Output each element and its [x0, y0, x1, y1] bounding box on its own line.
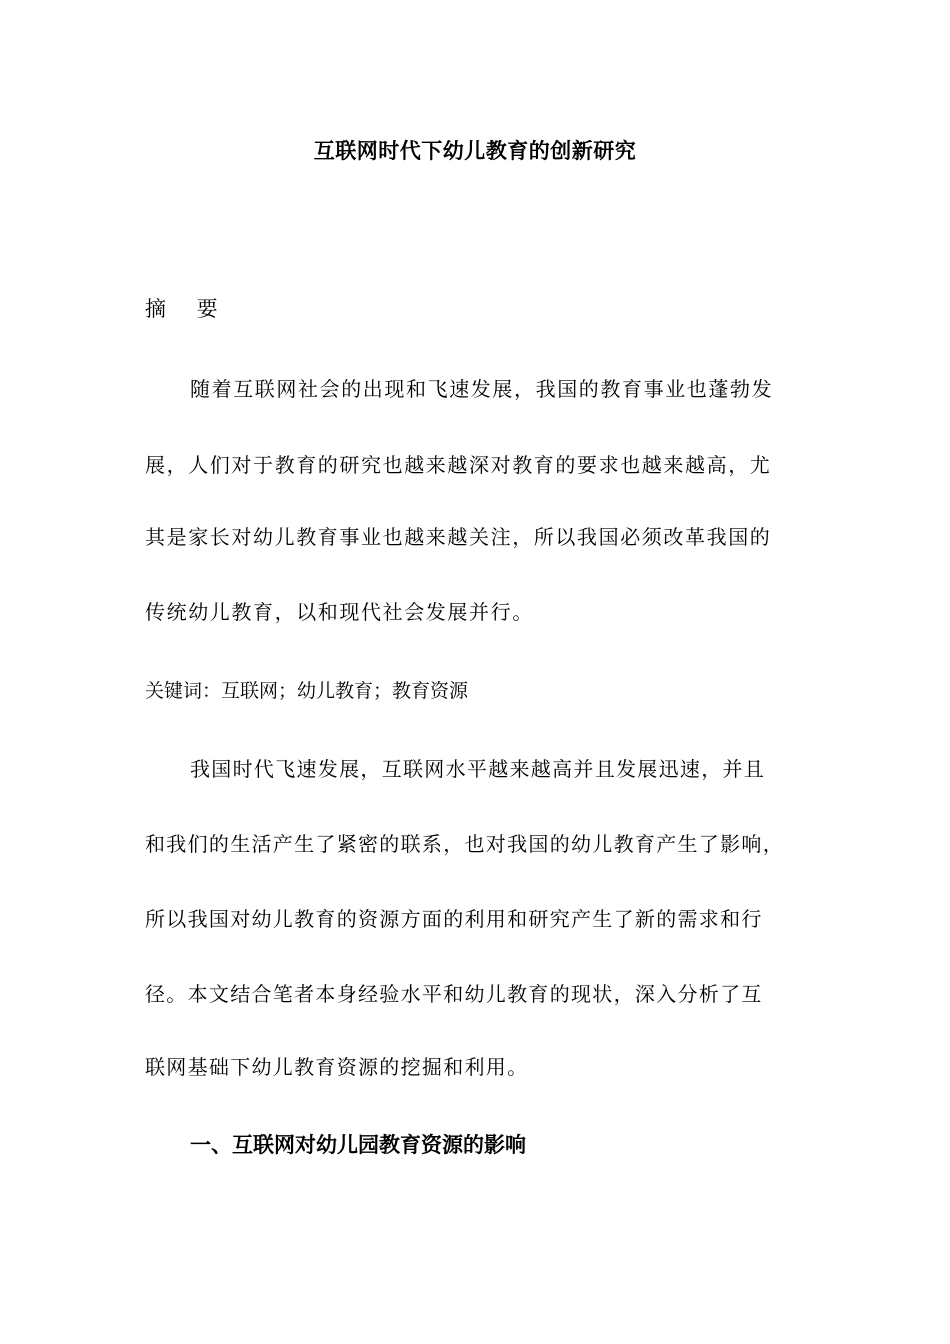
abstract-line: 展，人们对于教育的研究也越来越深对教育的要求也越来越高，尤 [145, 453, 772, 477]
body-line: 联网基础下幼儿教育资源的挖掘和利用。 [145, 1055, 529, 1079]
section-heading: 一、互联网对幼儿园教育资源的影响 [190, 1133, 526, 1157]
abstract-heading: 摘 要 [145, 297, 230, 321]
abstract-line: 随着互联网社会的出现和飞速发展，我国的教育事业也蓬勃发 [190, 377, 774, 401]
abstract-line: 传统幼儿教育，以和现代社会发展并行。 [145, 600, 534, 624]
body-line: 径。本文结合笔者本身经验水平和幼儿教育的现状，深入分析了互 [145, 982, 763, 1006]
body-line: 和我们的生活产生了紧密的联系，也对我国的幼儿教育产生了影响， [145, 832, 784, 856]
abstract-line: 其是家长对幼儿教育事业也越来越关注，所以我国必须改革我国的 [145, 525, 772, 549]
document-title: 互联网时代下幼儿教育的创新研究 [313, 139, 637, 163]
body-line: 我国时代飞速发展，互联网水平越来越高并且发展迅速，并且 [190, 757, 766, 781]
body-line: 所以我国对幼儿教育的资源方面的利用和研究产生了新的需求和行 [145, 907, 763, 931]
keywords-line: 关键词：互联网；幼儿教育；教育资源 [145, 680, 469, 702]
